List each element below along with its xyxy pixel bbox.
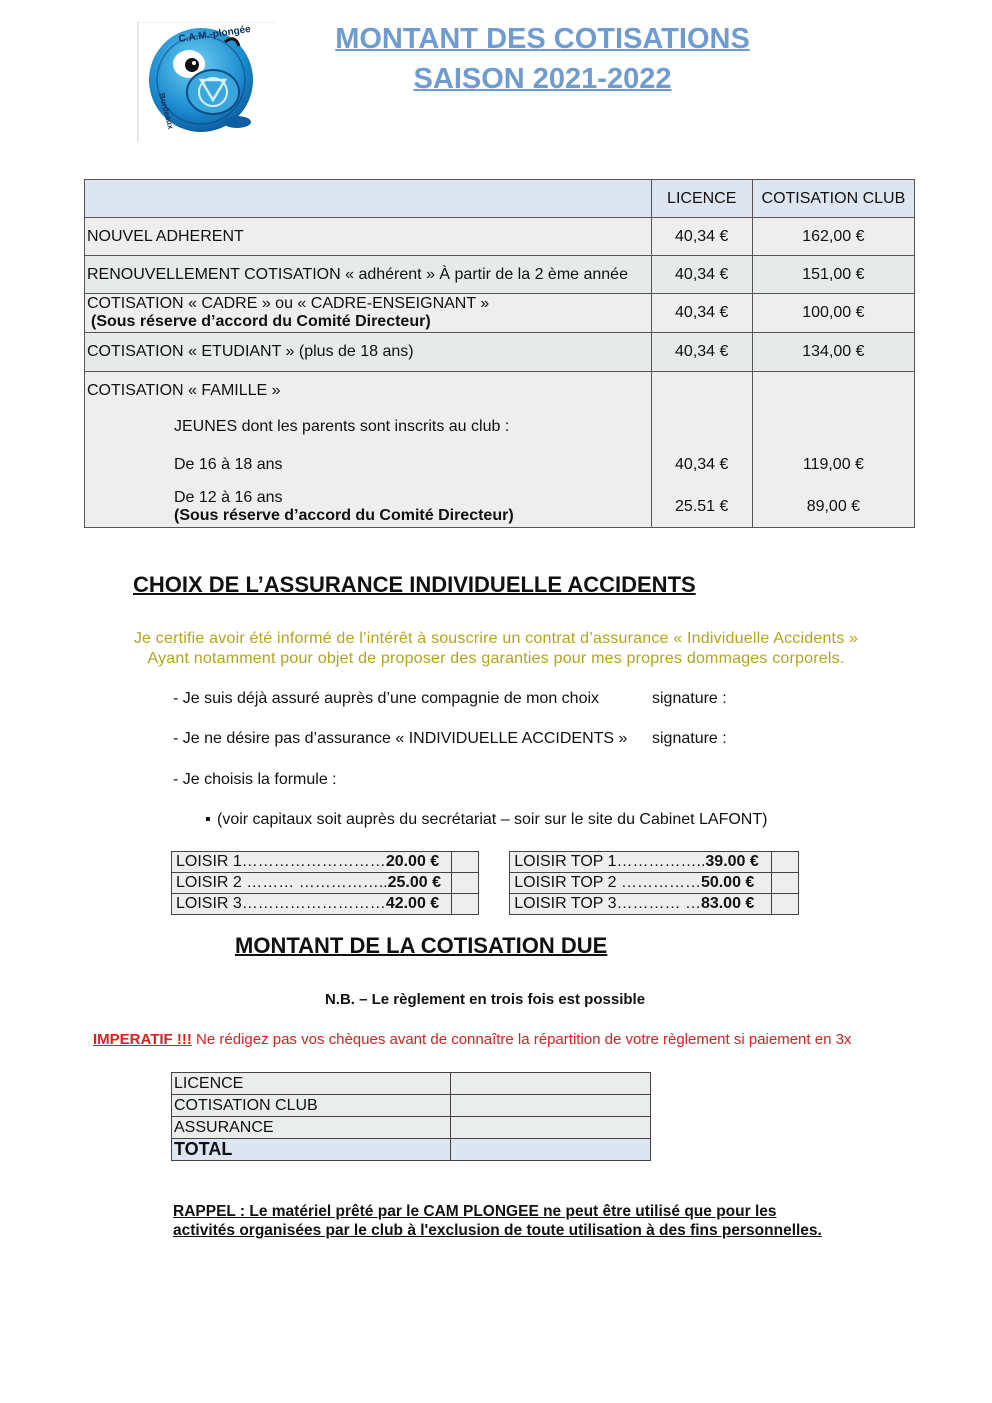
row-club: 151,00 € [752,256,914,294]
row-label: COTISATION « CADRE » ou « CADRE-ENSEIGNANT » [87,295,490,312]
row-label: RENOUVELLEMENT COTISATION « adhérent » À partir de la 2 ème année [85,256,652,294]
col-header-club: COTISATION CLUB [752,180,914,218]
certif-line2: Ayant notamment pour objet de proposer des garanties pour mes propres dommages corporels. [147,650,845,667]
tarifs-table [84,179,915,528]
row-club: 162,00 € [752,218,914,256]
total-row-label: ASSURANCE [172,1117,451,1139]
table-row [172,1073,651,1095]
table-header-row [85,180,915,218]
table-row [172,1117,651,1139]
formule-right-checkbox[interactable] [771,852,798,873]
formule-left-price: 20.00 € [385,853,440,870]
table-row [172,1095,651,1117]
imperatif-text: Ne rédigez pas vos chèques avant de connaître la répartition de votre règlement si paiement en 3x [191,1031,852,1048]
club-logo [137,22,275,142]
formule-left-price: 25.00 € [387,874,441,891]
total-row-value-field[interactable] [451,1095,651,1117]
formule-left-price: 42.00 € [385,895,440,912]
age1-club: 119,00 € [802,456,864,473]
assurance-heading: CHOIX DE L’ASSURANCE INDIVIDUELLE ACCIDENTS [133,572,696,597]
signature-label-2: signature : [652,730,727,747]
table-row [85,333,915,372]
famille-age2: De 12 à 16 ans [174,489,283,506]
formula-note: (voir capitaux soit auprès du secrétariat – soir sur le site du Cabinet LAFONT) [217,811,768,828]
formule-right-price: 83.00 € [700,895,755,912]
formules-table [171,851,799,915]
totals-table [171,1072,651,1161]
formule-left-checkbox[interactable] [451,873,478,894]
formule-right-label: LOISIR TOP 2 …………… [514,874,701,891]
total-row-value-field[interactable] [451,1117,651,1139]
bullet-icon: ▪ [205,811,211,828]
row-licence: 40,34 € [651,294,752,333]
logo-text-top: C.A.M.-plongée [177,23,252,45]
row-label: NOUVEL ADHERENT [85,218,652,256]
row-licence: 40,34 € [651,218,752,256]
formule-row [172,852,799,873]
header-empty-cell [85,180,652,218]
row-club: 100,00 € [752,294,914,333]
rappel-line1: RAPPEL : Le matériel prêté par le CAM PLONGEE ne peut être utilisé que pour les [173,1203,777,1220]
famille-jeunes: JEUNES dont les parents sont inscrits au club : [174,418,510,435]
option-no-insurance: - Je ne désire pas d’assurance « INDIVIDUELLE ACCIDENTS » [173,730,628,747]
famille-label: COTISATION « FAMILLE » [87,382,281,399]
row-note: (Sous réserve d’accord du Comité Directeur) [91,313,431,330]
age1-licence: 40,34 € [675,456,729,473]
row-licence: 40,34 € [651,256,752,294]
nb-note: N.B. – Le règlement en trois fois est possible [324,991,646,1008]
formule-gap [478,873,509,894]
formule-right-cell [510,894,772,915]
formule-right-label: LOISIR TOP 3………… … [514,895,701,912]
page-title-line1: MONTANT DES COTISATIONS [335,23,750,55]
row-label: COTISATION « ETUDIANT » (plus de 18 ans) [85,333,652,372]
formule-right-price: 50.00 € [700,874,755,891]
table-row [172,1139,651,1161]
formule-right-checkbox[interactable] [771,894,798,915]
formule-left-checkbox[interactable] [451,894,478,915]
formule-right-price: 39.00 € [705,853,759,870]
formule-left-label: LOISIR 2 ……… …………….. [176,874,388,891]
formule-right-cell [510,852,772,873]
formule-left-cell [172,852,452,873]
certif-line1: Je certifie avoir été informé de l’intérêt à souscrire un contrat d’assurance « Individuelle Accidents » [133,630,859,647]
age2-licence: 25.51 € [675,498,729,515]
table-row [85,294,915,333]
formule-right-cell [510,873,772,894]
formule-gap [478,852,509,873]
table-row [85,256,915,294]
famille-age2-note: (Sous réserve d’accord du Comité Directeur) [174,507,514,524]
due-heading: MONTANT DE LA COTISATION DUE [235,933,608,958]
formule-left-cell [172,894,452,915]
total-row-value-field[interactable] [451,1073,651,1095]
col-header-licence: LICENCE [651,180,752,218]
rappel-line2: activités organisées par le club à l'exclusion de toute utilisation à des fins personnelles. [173,1222,822,1239]
logo-text-side: Bordeaux [157,92,176,131]
formule-row [172,873,799,894]
imperatif-label: IMPERATIF !!! [93,1031,192,1048]
formule-left-label: LOISIR 3……………………… [176,895,386,912]
option-already-insured: - Je suis déjà assuré auprès d’une compagnie de mon choix [173,690,600,707]
table-row [85,218,915,256]
formule-left-cell [172,873,452,894]
formule-left-label: LOISIR 1……………………… [176,853,386,870]
total-row-value-field[interactable] [451,1139,651,1161]
formule-right-label: LOISIR TOP 1…………….. [514,853,706,870]
age2-club: 89,00 € [806,498,861,515]
table-row-famille [85,372,915,528]
club-logo-graphic [137,22,275,142]
page-title-line2: SAISON 2021-2022 [413,63,672,95]
option-formula: - Je choisis la formule : [173,771,337,788]
imperatif-line [93,1031,851,1048]
total-row-label: TOTAL [172,1139,451,1161]
famille-licence-cell [651,372,752,528]
formule-row [172,894,799,915]
total-row-label: COTISATION CLUB [172,1095,451,1117]
row-label-cell [85,294,652,333]
signature-label-1: signature : [652,690,727,707]
total-row-label: LICENCE [172,1073,451,1095]
famille-cell [85,372,652,528]
row-club: 134,00 € [752,333,914,372]
formule-right-checkbox[interactable] [771,873,798,894]
formule-gap [478,894,509,915]
row-licence: 40,34 € [651,333,752,372]
famille-age1: De 16 à 18 ans [174,456,283,473]
famille-club-cell [752,372,914,528]
formule-left-checkbox[interactable] [451,852,478,873]
